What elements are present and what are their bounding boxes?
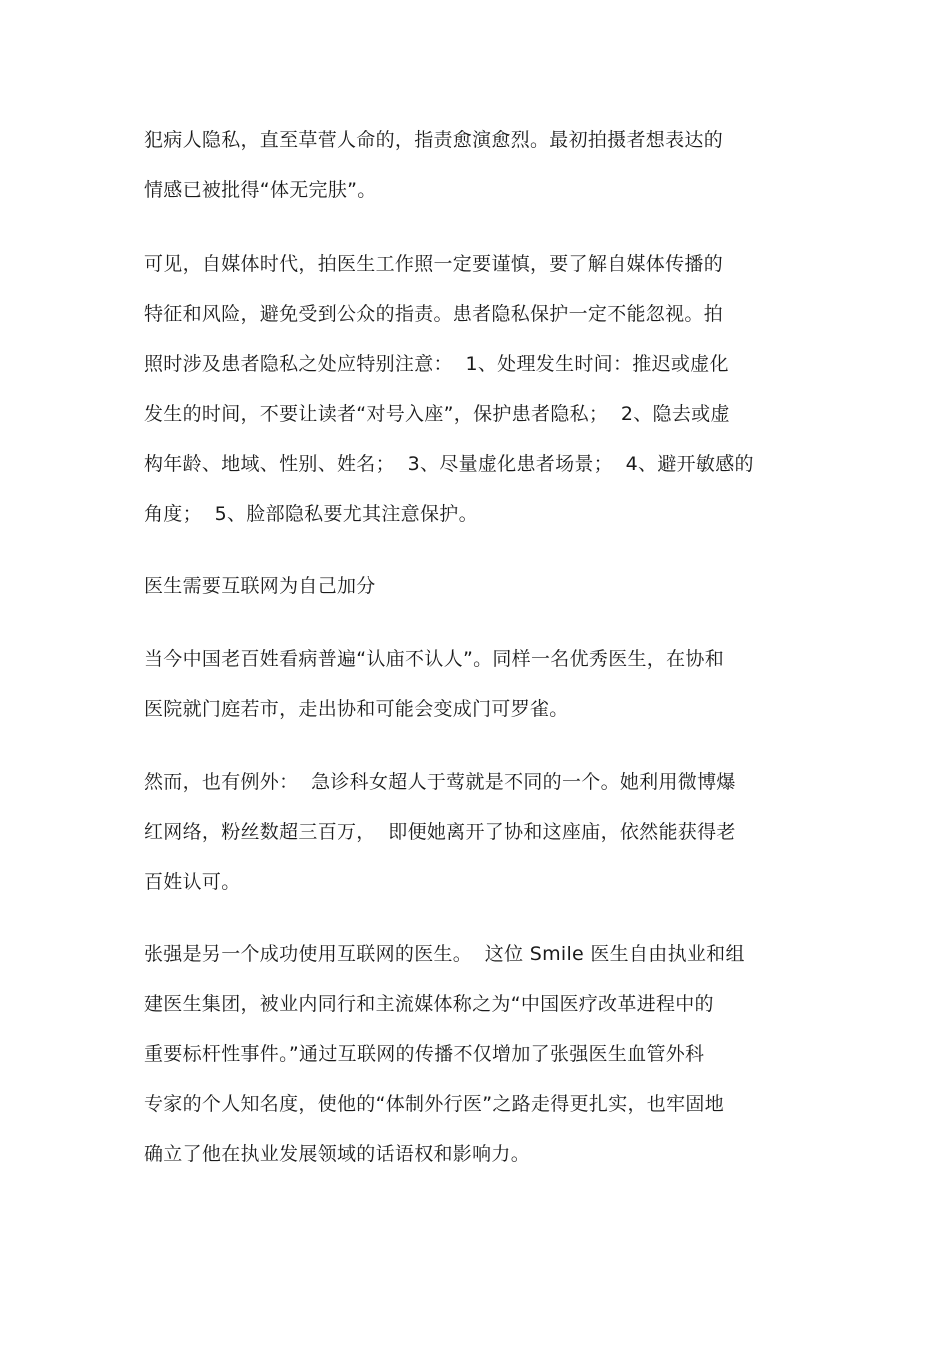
text-line: 重要标杆性事件。”通过互联网的传播不仅增加了张强医生血管外科 (144, 1043, 705, 1065)
text-line: 照时涉及患者隐私之处应特别注意： 1、处理发生时间：推迟或虚化 (144, 353, 729, 375)
text-line: 情感已被批得“体无完肤”。 (144, 179, 377, 201)
text-line: 然而，也有例外： 急诊科女超人于莺就是不同的一个。她利用微博爆 (144, 771, 736, 793)
text-line: 特征和风险，避免受到公众的指责。患者隐私保护一定不能忽视。拍 (144, 303, 724, 325)
text-line: 犯病人隐私，直至草菅人命的，指责愈演愈烈。最初拍摄者想表达的 (144, 129, 724, 151)
text-line: 确立了他在执业发展领域的话语权和影响力。 (144, 1143, 531, 1165)
text-line: 构年龄、地域、性别、姓名； 3、尽量虚化患者场景； 4、避开敏感的 (144, 453, 754, 475)
text-line: 张强是另一个成功使用互联网的医生。 这位 Smile 医生自由执业和组 (144, 943, 745, 965)
text-line: 医院就门庭若市，走出协和可能会变成门可罗雀。 (144, 698, 569, 720)
text-line: 红网络，粉丝数超三百万， 即便她离开了协和这座庙，依然能获得老 (144, 821, 736, 843)
text-line: 建医生集团，被业内同行和主流媒体称之为“中国医疗改革进程中的 (144, 993, 714, 1015)
text-line: 发生的时间，不要让读者“对号入座”，保护患者隐私； 2、隐去或虚 (144, 403, 730, 425)
text-line: 百姓认可。 (144, 871, 241, 893)
section-heading: 医生需要互联网为自己加分 (144, 575, 376, 597)
text-line: 可见，自媒体时代，拍医生工作照一定要谨慎，要了解自媒体传播的 (144, 253, 724, 275)
text-line: 专家的个人知名度，使他的“体制外行医”之路走得更扎实，也牢固地 (144, 1093, 724, 1115)
text-line: 当今中国老百姓看病普遍“认庙不认人”。同样一名优秀医生，在协和 (144, 648, 724, 670)
text-line: 角度； 5、脸部隐私要尤其注意保护。 (144, 503, 478, 525)
